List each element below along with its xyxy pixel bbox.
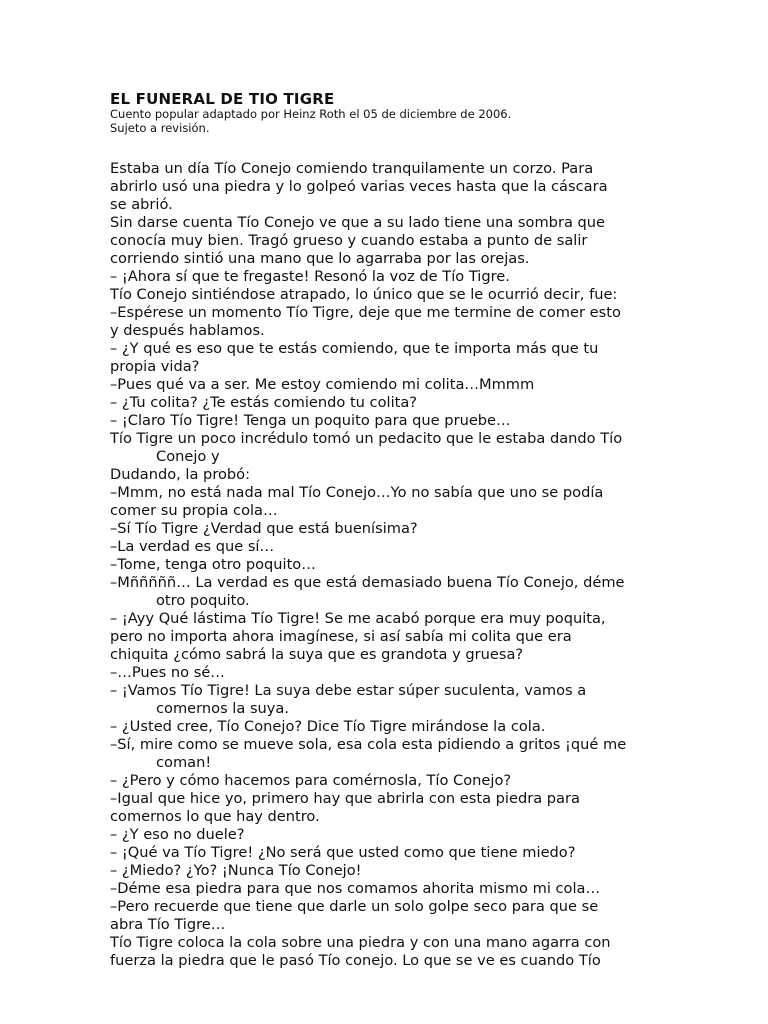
story-line: – ¡Ayy Qué lástima Tío Tigre! Se me acabó porque era muy poquita, <box>110 610 606 627</box>
story-line: –Mmm, no está nada mal Tío Conejo…Yo no sabía que uno se podía <box>110 484 604 501</box>
story-line: – ¿Tu colita? ¿Te estás comiendo tu colita? <box>110 394 418 411</box>
document-subtitle: Cuento popular adaptado por Heinz Roth el 05 de diciembre de 2006. <box>110 107 512 121</box>
story-line: comer su propia cola… <box>110 502 278 519</box>
story-line: –Pero recuerde que tiene que darle un solo golpe seco para que se <box>110 898 599 915</box>
story-line: fuerza la piedra que le pasó Tío conejo. Lo que se ve es cuando Tío <box>110 952 601 969</box>
story-line: Tío Tigre coloca la cola sobre una piedra y con una mano agarra con <box>110 934 611 951</box>
document-page <box>110 90 670 970</box>
story-line: Tío Tigre un poco incrédulo tomó un pedacito que le estaba dando Tío <box>110 430 623 447</box>
story-line: –Pues qué va a ser. Me estoy comiendo mi colita…Mmmm <box>110 376 535 393</box>
story-line: –…Pues no sé… <box>110 664 225 681</box>
story-line: comernos la suya. <box>156 700 290 717</box>
story-line: –Déme esa piedra para que nos comamos ahorita mismo mi cola… <box>110 880 601 897</box>
story-line: –Mñññññ… La verdad es que está demasiado buena Tío Conejo, déme <box>110 574 625 591</box>
document-title: EL FUNERAL DE TIO TIGRE <box>110 90 335 108</box>
revision-note: Sujeto a revisión. <box>110 120 210 135</box>
story-line: comernos lo que hay dentro. <box>110 808 320 825</box>
story-line: –La verdad es que sí… <box>110 538 275 555</box>
story-line: propia vida? <box>110 358 200 375</box>
story-line: – ¿Usted cree, Tío Conejo? Dice Tío Tigre mirándose la cola. <box>110 718 546 735</box>
story-line: – ¿Y eso no duele? <box>110 826 245 843</box>
story-line: – ¡Ahora sí que te fregaste! Resonó la voz de Tío Tigre. <box>110 268 510 285</box>
story-line: otro poquito. <box>156 592 250 609</box>
story-line: – ¿Pero y cómo hacemos para comérnosla, Tío Conejo? <box>110 772 512 789</box>
story-line: Sin darse cuenta Tío Conejo ve que a su lado tiene una sombra que <box>110 214 606 231</box>
story-line: –Sí Tío Tigre ¿Verdad que está buenísima? <box>110 520 418 537</box>
story-line: Dudando, la probó: <box>110 466 251 483</box>
story-line: abrirlo usó una piedra y lo golpeó varias veces hasta que la cáscara <box>110 178 608 195</box>
story-line: chiquita ¿cómo sabrá la suya que es grandota y gruesa? <box>110 646 524 663</box>
story-line: –Espérese un momento Tío Tigre, deje que me termine de comer esto <box>110 304 621 321</box>
story-line: – ¿Y qué es eso que te estás comiendo, que te importa más que tu <box>110 340 599 357</box>
story-line: pero no importa ahora imagínese, si así sabía mi colita que era <box>110 628 572 645</box>
story-line: se abrió. <box>110 196 173 213</box>
story-line: abra Tío Tigre… <box>110 916 226 933</box>
story-line: Estaba un día Tío Conejo comiendo tranquilamente un corzo. Para <box>110 160 594 177</box>
story-line: corriendo sintió una mano que lo agarraba por las orejas. <box>110 250 530 267</box>
story-line: – ¡Qué va Tío Tigre! ¿No será que usted como que tiene miedo? <box>110 844 576 861</box>
story-line: y después hablamos. <box>110 322 265 339</box>
story-line: Tío Conejo sintiéndose atrapado, lo único que se le ocurrió decir, fue: <box>110 286 618 303</box>
story-body <box>110 160 670 970</box>
story-line: Conejo y <box>156 448 220 465</box>
story-line: –Igual que hice yo, primero hay que abrirla con esta piedra para <box>110 790 580 807</box>
story-line: –Tome, tenga otro poquito… <box>110 556 316 573</box>
story-line: coman! <box>156 754 212 771</box>
story-line: conocía muy bien. Tragó grueso y cuando estaba a punto de salir <box>110 232 588 249</box>
story-line: –Sí, mire como se mueve sola, esa cola esta pidiendo a gritos ¡qué me <box>110 736 627 753</box>
story-line: – ¡Vamos Tío Tigre! La suya debe estar súper suculenta, vamos a <box>110 682 587 699</box>
story-line: – ¡Claro Tío Tigre! Tenga un poquito para que pruebe… <box>110 412 511 429</box>
story-line: – ¿Miedo? ¿Yo? ¡Nunca Tío Conejo! <box>110 862 362 879</box>
